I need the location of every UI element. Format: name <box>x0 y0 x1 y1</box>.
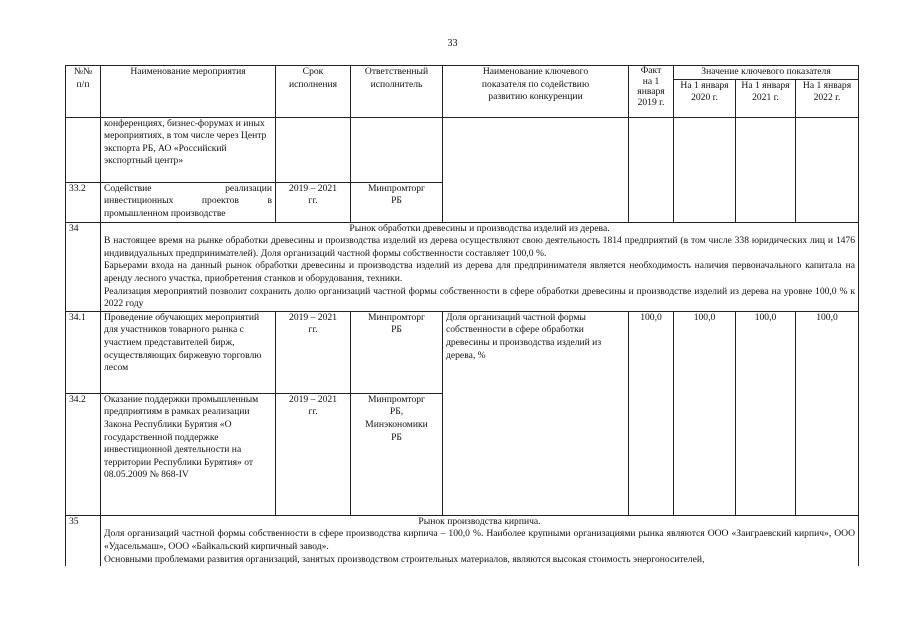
section-title: Рынок обработки древесины и производства изделий из дерева. <box>349 222 610 234</box>
cell-indicator <box>443 117 629 222</box>
header-responsible: Ответственный исполнитель <box>351 66 443 118</box>
cell-responsible: Минпромторг РБ <box>351 311 443 393</box>
cell-2022 <box>796 117 859 222</box>
cell-indicator: Доля организаций частной формы собственности в сфере обработки древесины и производства изделий из дерева, % <box>443 311 629 515</box>
cell-num: 34 <box>66 222 101 311</box>
cell-name: Содействие реализации инвестиционных проектов в промышленном производстве <box>101 182 276 222</box>
header-2021: На 1 января 2021 г. <box>736 79 796 117</box>
section-paragraph: В настоящее время на рынке обработки древесины и производства изделий из дерева осуществляют свою деятельность 1814 предприятий (в том числе 338 юридических лиц и 1476 индивидуальных предпринимателей). Доля организаций частной формы собственности составляет 100,0 %. <box>104 235 856 259</box>
cell-2021: 100,0 <box>736 311 796 515</box>
page-number: 33 <box>447 38 458 49</box>
table-row-34-section <box>66 222 859 311</box>
header-fact: Факт на 1 января 2019 г. <box>629 66 674 118</box>
cell-2020: 100,0 <box>674 311 736 515</box>
table-row-35-section <box>66 515 859 566</box>
cell-num: 33.2 <box>66 182 101 222</box>
cell-2022: 100,0 <box>796 311 859 515</box>
cell-num <box>66 117 101 182</box>
activities-table <box>65 65 859 566</box>
cell-section-text <box>101 222 859 311</box>
section-title: Рынок производства кирпича. <box>418 515 541 527</box>
header-num: №№ п/п <box>66 66 101 118</box>
cell-name: Оказание поддержки промышленным предприятиям в рамках реализации Закона Республики Бурятия «О государственной поддержке инвестиционной деятельности на территории Республики Бурятия» от 08.05.2009 № 868-IV <box>101 393 276 515</box>
cell-term: 2019 – 2021 гг. <box>276 182 351 222</box>
cell-responsible <box>351 117 443 182</box>
cell-term <box>276 117 351 182</box>
cell-2021 <box>736 117 796 222</box>
cell-term: 2019 – 2021 гг. <box>276 311 351 393</box>
header-2020: На 1 января 2020 г. <box>674 79 736 117</box>
cell-num: 34.1 <box>66 311 101 393</box>
cell-responsible: Минпромторг РБ, Минэкономики РБ <box>351 393 443 515</box>
section-paragraph: Основными проблемами развития организаций, занятых производством строительных материалов, являются высокая стоимость энергоносителей, <box>104 553 705 565</box>
cell-num: 35 <box>66 515 101 566</box>
cell-section-text <box>101 515 859 566</box>
header-value-group: Значение ключевого показателя <box>674 66 859 80</box>
cell-term: 2019 – 2021 гг. <box>276 393 351 515</box>
table-row-34-1 <box>66 311 859 393</box>
table-row-continuation <box>66 117 859 182</box>
cell-2020 <box>674 117 736 222</box>
header-2022: На 1 января 2022 г. <box>796 79 859 117</box>
cell-name: Проведение обучающих мероприятий для участников товарного рынка с участием представителей бирж, осуществляющих биржевую торговлю лесом <box>101 311 276 393</box>
cell-name: конференциях, бизнес-форумах и иных мероприятиях, в том числе через Центр экспорта РБ, АО «Российский экспортный центр» <box>101 117 276 182</box>
cell-fact: 100,0 <box>629 311 674 515</box>
header-indicator: Наименование ключевого показателя по содействию развитию конкуренции <box>443 66 629 118</box>
table-header-row <box>66 66 859 80</box>
cell-responsible: Минпромторг РБ <box>351 182 443 222</box>
cell-fact <box>629 117 674 222</box>
section-paragraph: Барьерами входа на данный рынок обработки древесины и производства изделий из дерева для предпринимателя является необходимость наличия первоначального капитала на аренду лесного участка, приобретения станков и оборудования, техники. <box>104 260 856 284</box>
section-paragraph: Доля организаций частной формы собственности в сфере производства кирпича – 100,0 %. Наиболее крупными организациями рынка являются ООО «Заиграевский кирпич», ООО «Удасельмаш», ООО «Байкальский кирпичный завод». <box>104 528 856 552</box>
header-name: Наименование мероприятия <box>101 66 276 118</box>
cell-num: 34.2 <box>66 393 101 515</box>
section-paragraph: Реализация мероприятий позволит сохранить долю организаций частной формы собственности в сфере обработки древесины и производстве изделий из дерева на уровне 100,0 % к 2022 году <box>104 285 856 310</box>
header-term: Срок исполнения <box>276 66 351 118</box>
